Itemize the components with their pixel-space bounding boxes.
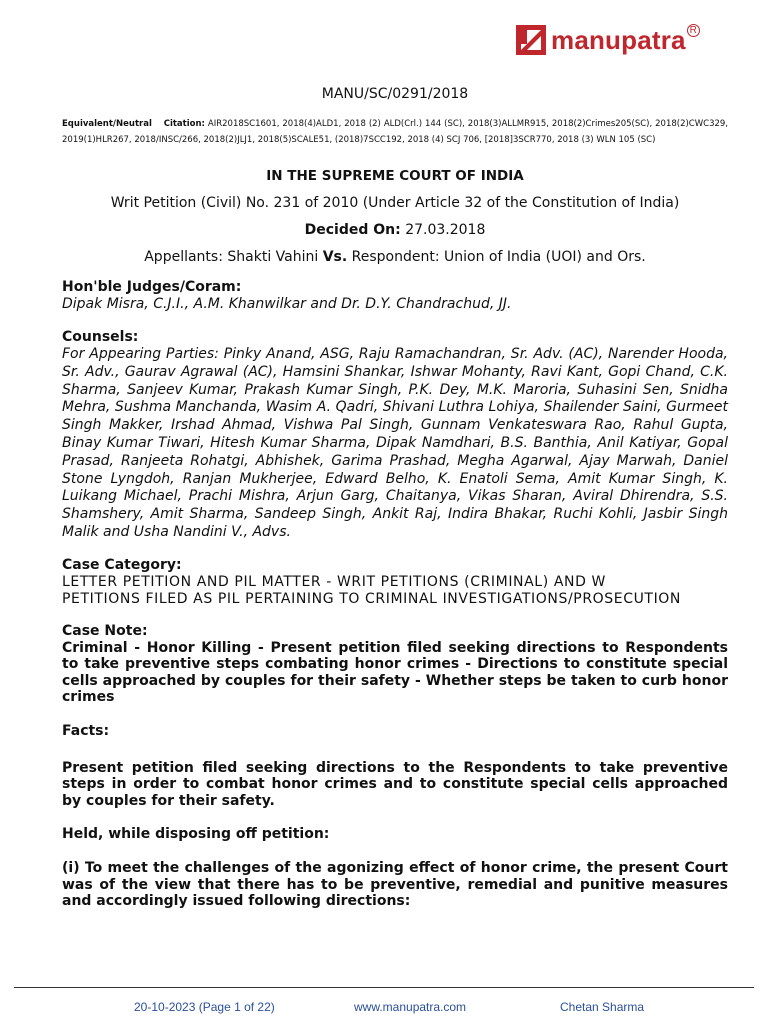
case-note-text: Criminal - Honor Killing - Present petition filed seeking directions to Respondents to take preventive steps combating honor crimes - Directions to constitute special cells approached by couples for their safety - Whether steps be taken to curb honor crimes	[62, 639, 728, 706]
manupatra-logo-icon	[515, 24, 547, 56]
counsels-heading: Counsels:	[62, 329, 139, 345]
footer-site-link[interactable]: www.manupatra.com	[354, 1000, 467, 1014]
versus: Vs.	[322, 249, 348, 265]
judges-names: Dipak Misra, C.J.I., A.M. Khanwilkar and Dr. D.Y. Chandrachud, JJ.	[62, 296, 512, 312]
footer-user: Chetan Sharma	[560, 1000, 645, 1014]
decided-on	[62, 222, 728, 238]
held-heading: Held, while disposing off petition:	[62, 826, 330, 843]
case-category-line-2: PETITIONS FILED AS PIL PERTAINING TO CRIMINAL INVESTIGATIONS/PROSECUTION	[62, 590, 681, 607]
case-category-heading: Case Category:	[62, 556, 182, 573]
case-note-heading: Case Note:	[62, 622, 148, 639]
case-category-line-1: LETTER PETITION AND PIL MATTER - WRIT PETITIONS (CRIMINAL) AND W	[62, 573, 606, 590]
citation-label-1: Equivalent/Neutral	[62, 119, 152, 129]
decided-label: Decided On:	[304, 222, 401, 238]
citation-block	[62, 116, 728, 148]
court-title: IN THE SUPREME COURT OF INDIA	[266, 168, 524, 184]
parties	[62, 249, 728, 265]
appellants: Appellants: Shakti Vahini	[144, 249, 319, 265]
respondent: Respondent: Union of India (UOI) and Ors.	[351, 249, 646, 265]
logo-text: manupatra	[551, 24, 686, 55]
manupatra-logo	[515, 22, 700, 58]
footer-date-page: 20-10-2023 (Page 1 of 22)	[134, 1000, 275, 1014]
registered-mark: R	[687, 24, 700, 37]
facts-text: Present petition filed seeking directions to the Respondents to take preventive steps in order to combat honor crimes and to constitute special cells approached by couples for their safety.	[62, 759, 728, 809]
decided-date: 27.03.2018	[405, 222, 486, 238]
citation-text: AIR2018SC1601, 2018(4)ALD1, 2018 (2) ALD(Crl.) 144 (SC), 2018(3)ALLMR915, 2018(2)Crimes205(SC), 2018(2)CWC329, 2019(1)HLR267, 2018/INSC/266, 2018(2)JLJ1, 2018(5)SCALE51, (2018)7SCC192, 2018 (4) SCJ 706, [2018]3SCR770, 2018 (3) WLN 105 (SC)	[62, 119, 729, 145]
footer-divider	[14, 987, 754, 988]
document-body	[62, 86, 728, 910]
manu-number: MANU/SC/0291/2018	[321, 86, 469, 102]
judges-heading: Hon'ble Judges/Coram:	[62, 279, 242, 295]
facts-heading: Facts:	[62, 722, 110, 739]
counsels-list: For Appearing Parties: Pinky Anand, ASG, Raju Ramachandran, Sr. Adv. (AC), Narender Hooda, Sr. Adv., Gaurav Agrawal (AC), Hamsini Shankar, Ishwar Mohanty, Ravi Kant, Gopi Chand, C.K. Sharma, Sanjeev Kumar, Prakash Kumar Singh, P.K. Dey, M.K. Maroria, Suhasini Sen, Snidha Mehra, Sushma Manchanda, Wasim A. Qadri, Shivani Luthra Lohiya, Shailender Saini, Gurmeet Singh Makker, Irshad Ahmad, Vishwa Pal Singh, Gunnam Venkateswara Rao, Rahul Gupta, Binay Kumar Tiwari, Hitesh Kumar Sharma, Dipak Namdhari, B.S. Banthia, Anil Katiyar, Gopal Prasad, Ranjeeta Rohatgi, Abhishek, Garima Prashad, Megha Agarwal, Ajay Marwah, Daniel Stone Lyngdoh, Ranjan Mukherjee, Edward Belho, K. Enatoli Sema, Amit Kumar Singh, K. Luikang Michael, Prachi Mishra, Arjun Garg, Chaitanya, Vikas Sharan, Aviral Dhirendra, S.S. Shamshery, Amit Sharma, Sandeep Singh, Ankit Raj, Indira Bhakar, Ruchi Kohli, Jasbir Singh Malik and Usha Nandini V., Advs.	[62, 346, 728, 540]
held-point-1: (i) To meet the challenges of the agonizing effect of honor crime, the present Court was of the view that there has to be preventive, remedial and punitive measures and accordingly issued following directions:	[62, 860, 728, 910]
petition-number: Writ Petition (Civil) No. 231 of 2010 (Under Article 32 of the Constitution of India)	[110, 195, 680, 211]
citation-label-2: Citation:	[163, 119, 205, 129]
